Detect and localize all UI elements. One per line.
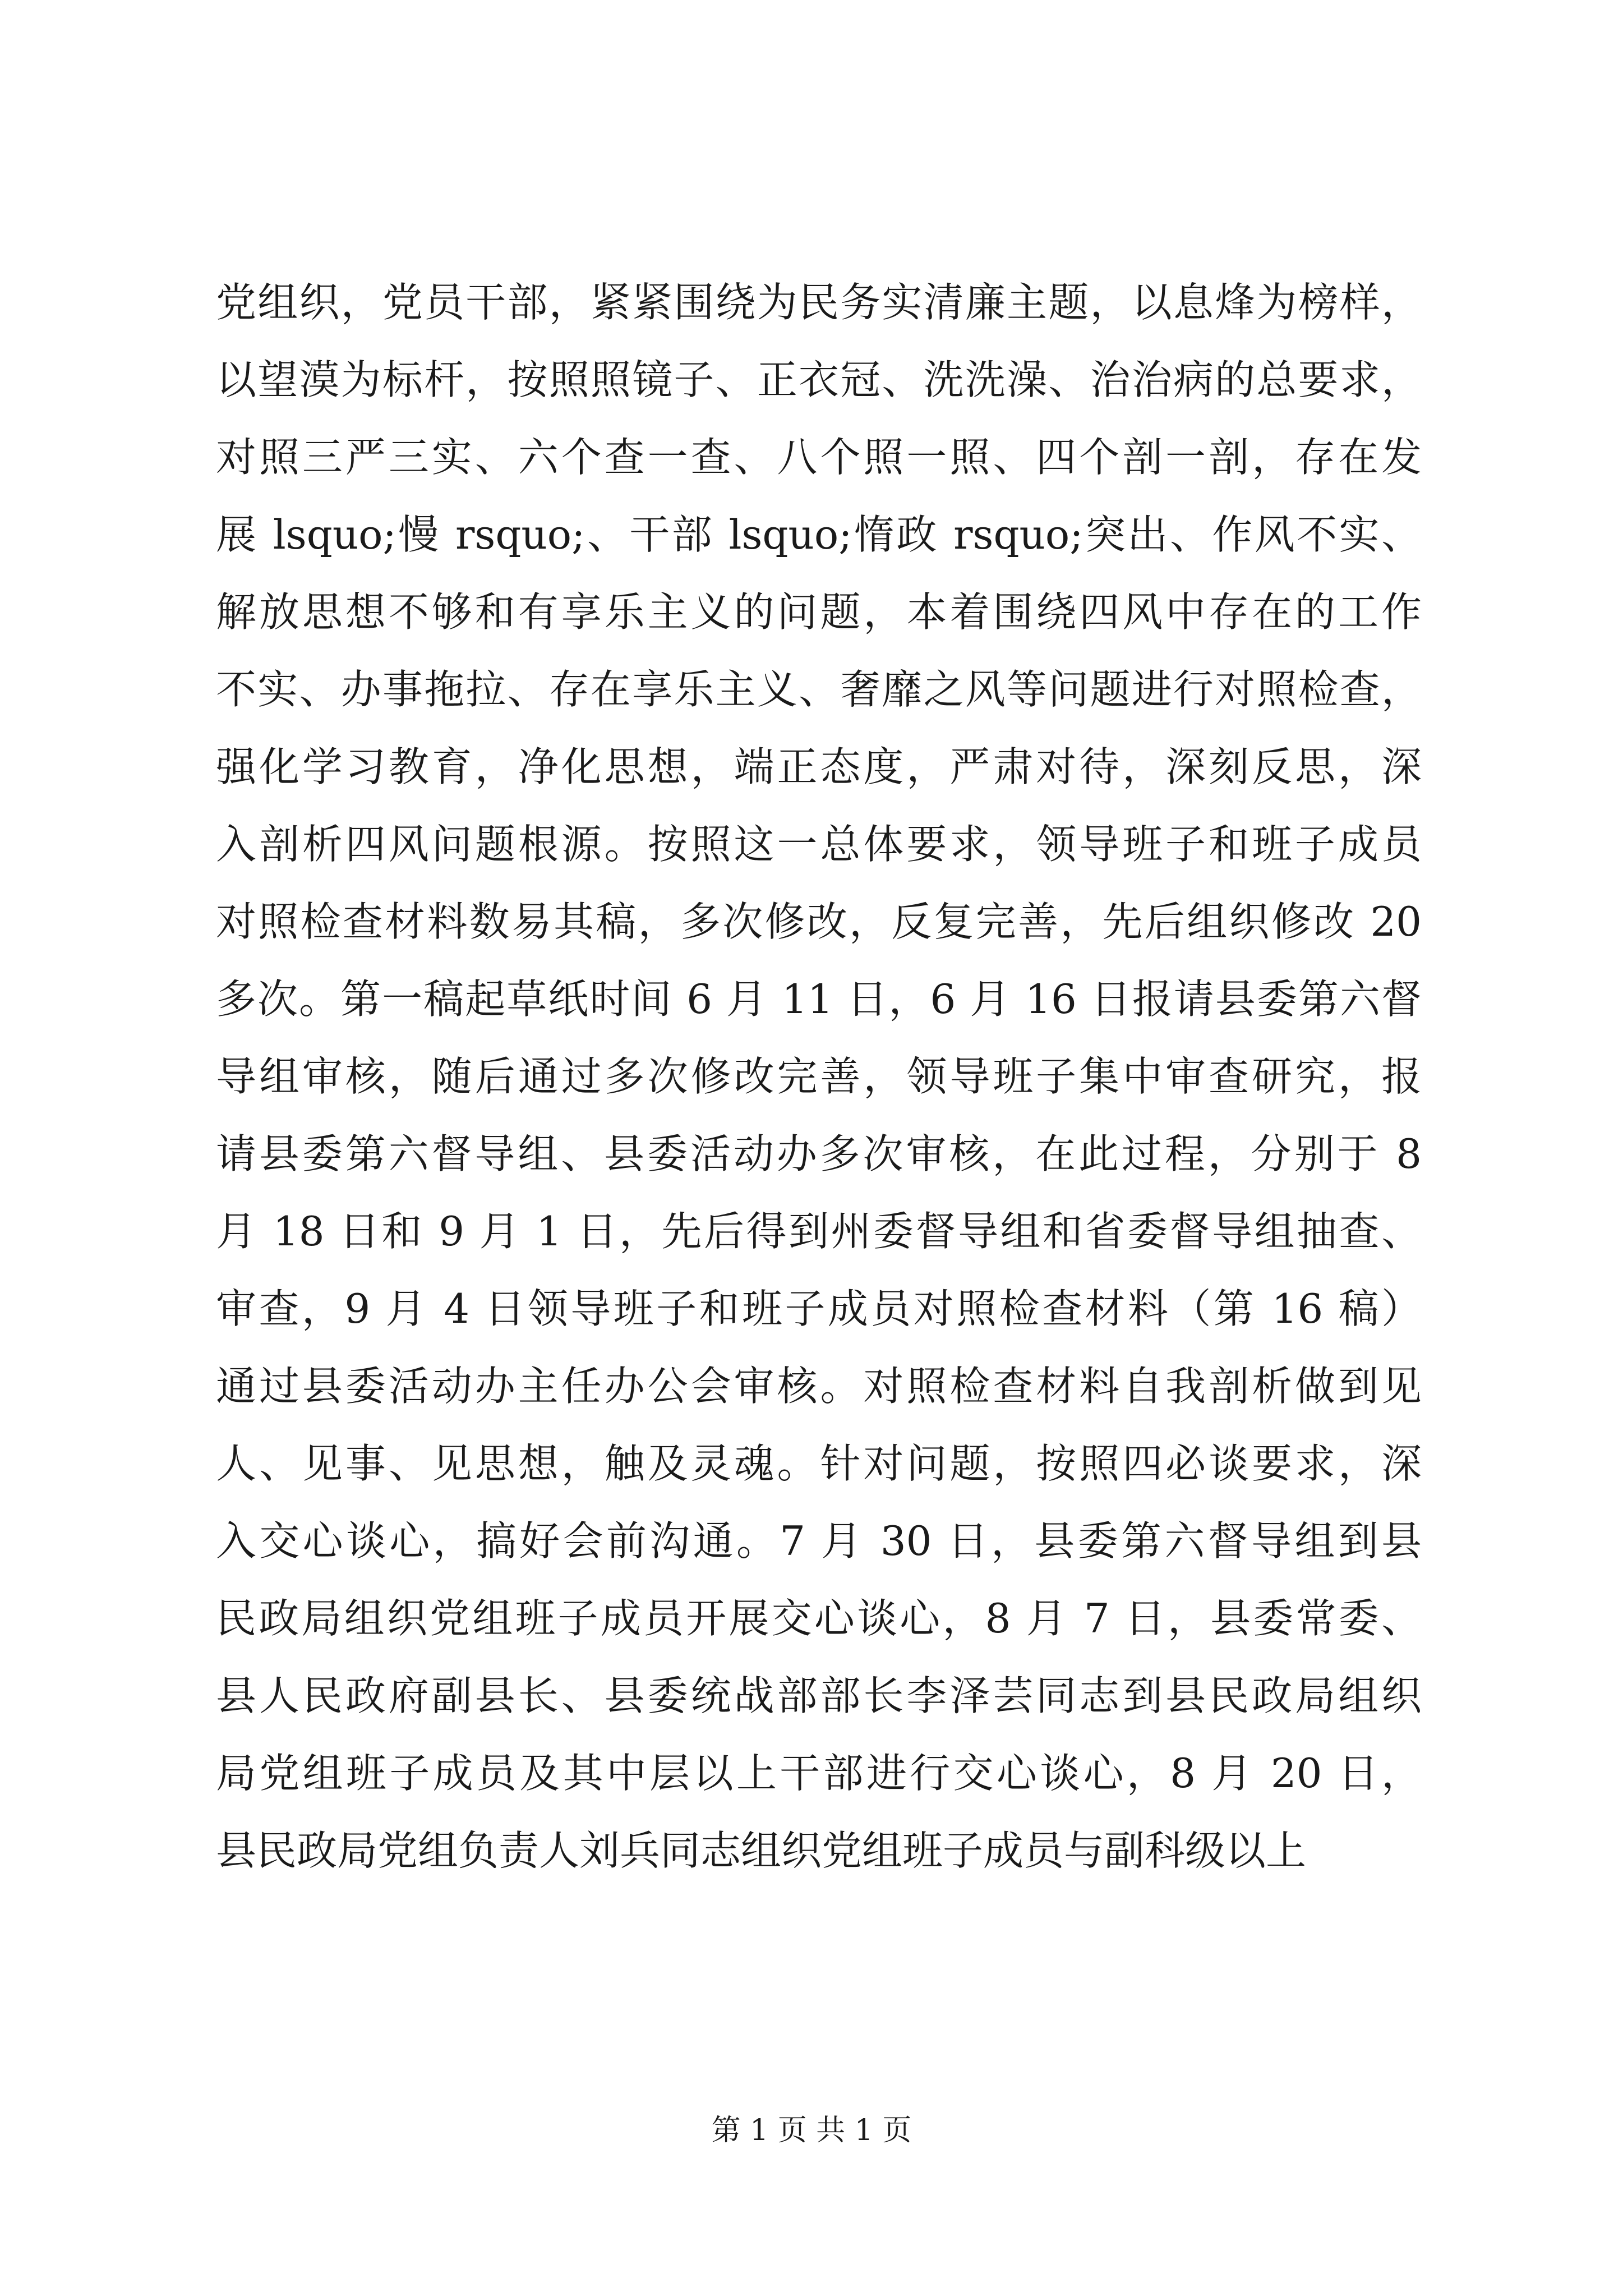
text-line: 审查，9 月 4 日领导班子和班子成员对照检查材料（第 16 稿） — [216, 1285, 1422, 1332]
text-line: 强化学习教育，净化思想，端正态度，严肃对待，深刻反思，深 — [216, 743, 1422, 790]
text-line: 以望漠为标杆，按照照镜子、正衣冠、洗洗澡、治治病的总要求， — [216, 356, 1422, 403]
text-line: 县人民政府副县长、县委统战部部长李泽芸同志到县民政局组织 — [216, 1672, 1422, 1719]
text-line: 导组审核，随后通过多次修改完善，领导班子集中审查研究，报 — [216, 1053, 1422, 1100]
page-footer: 第 1 页 共 1 页 — [711, 2114, 912, 2147]
text-line: 党组织，党员干部，紧紧围绕为民务实清廉主题，以息烽为榜样， — [216, 279, 1422, 326]
text-line: 县民政局党组负责人刘兵同志组织党组班子成员与副科级以上 — [216, 1827, 1307, 1874]
text-line: 对照检查材料数易其稿，多次修改，反复完善，先后组织修改 20 — [216, 898, 1422, 945]
text-line: 入剖析四风问题根源。按照这一总体要求，领导班子和班子成员 — [216, 821, 1422, 868]
text-line: 展 lsquo;慢 rsquo;、干部 lsquo;惰政 rsquo;突出、作风不实、 — [216, 511, 1422, 558]
text-line: 通过县委活动办主任办公会审核。对照检查材料自我剖析做到见 — [216, 1363, 1422, 1410]
text-line: 人、见事、见思想，触及灵魂。针对问题，按照四必谈要求，深 — [216, 1440, 1422, 1487]
text-line: 解放思想不够和有享乐主义的问题，本着围绕四风中存在的工作 — [216, 588, 1422, 636]
text-line: 月 18 日和 9 月 1 日，先后得到州委督导组和省委督导组抽查、 — [216, 1208, 1422, 1255]
text-line: 对照三严三实、六个查一查、八个照一照、四个剖一剖，存在发 — [216, 434, 1422, 481]
text-line: 多次。第一稿起草纸时间 6 月 11 日，6 月 16 日报请县委第六督 — [216, 976, 1422, 1023]
text-line: 民政局组织党组班子成员开展交心谈心，8 月 7 日，县委常委、 — [216, 1595, 1422, 1642]
text-line: 局党组班子成员及其中层以上干部进行交心谈心，8 月 20 日， — [216, 1750, 1422, 1797]
text-line: 请县委第六督导组、县委活动办多次审核，在此过程，分别于 8 — [216, 1130, 1422, 1177]
body-paragraph — [216, 264, 1422, 1889]
text-line: 不实、办事拖拉、存在享乐主义、奢靡之风等问题进行对照检查， — [216, 666, 1422, 713]
text-line: 入交心谈心，搞好会前沟通。7 月 30 日，县委第六督导组到县 — [216, 1517, 1422, 1565]
